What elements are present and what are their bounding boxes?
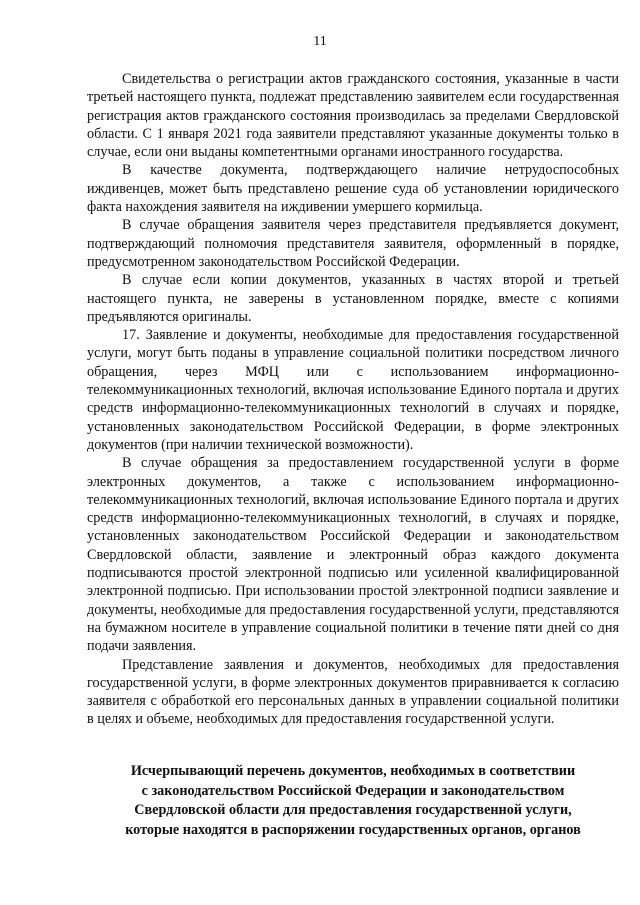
document-body [87, 70, 619, 729]
paragraph: В случае обращения заявителя через представителя предъявляется документ, подтверждающий полномочия представителя заявителя, оформленный в порядке, предусмотренном законодательством Российской Федерации. [87, 217, 619, 270]
heading-line: Исчерпывающий перечень документов, необходимых в соответствии [130, 763, 576, 779]
page-number: 11 [313, 34, 327, 49]
paragraph-item-17: 17. Заявление и документы, необходимые для предоставления государственной услуги, могут быть поданы в управление социальной политики посредством личного обращения, через МФЦ или с использованием информационно-телекоммуникационных технологий, включая использование Единого портала и других средств информационно-телекоммуникационных технологий в случаях и порядке, установленных законодательством Российской Федерации, в форме электронных документов (при наличии технической возможности). [87, 327, 619, 453]
paragraph: Представление заявления и документов, необходимых для предоставления государственной услуги, в форме электронных документов приравнивается к согласию заявителя с обработкой его персональных данных в управлении социальной политики в целях и объеме, необходимых для предоставления государственной услуги. [87, 656, 619, 728]
heading-line: с законодательством Российской Федерации и законодательством [141, 782, 565, 799]
paragraph: В качестве документа, подтверждающего наличие нетрудоспособных иждивенцев, может быть представлено решение суда об установлении юридического факта нахождения заявителя на иждивении умершего кормильца. [87, 162, 619, 216]
heading-line: Свердловской области для предоставления государственной услуги, [134, 802, 572, 818]
heading-line: которые находятся в распоряжении государственных органов, органов [125, 821, 581, 838]
paragraph: В случае обращения за предоставлением государственной услуги в форме электронных документов, а также с использованием информационно-телекоммуникационных технологий, включая использование Единого портала и других средств информационно-телекоммуникационных технологий, в случаях и порядке, установленных законодательством Российской Федерации и законодательством Свердловской области, заявление и электронный образ каждого документа подписываются простой электронной подписью или усиленной квалифицированной электронной подписью. При использовании простой электронной подписи заявление и документы, необходимые для предоставления государственной услуги, представляются на бумажном носителе в управление социальной политики в течение пяти дней со дня подачи заявления. [87, 455, 619, 655]
section-heading [87, 762, 619, 840]
paragraph: Свидетельства о регистрации актов гражданского состояния, указанные в части третьей настоящего пункта, подлежат представлению заявителем если государственная регистрация актов гражданского состояния производилась за пределами Свердловской области. С 1 января 2021 года заявители представляют указанные документы только в случае, если они выданы компетентными органами иностранного государства. [87, 71, 619, 161]
paragraph: В случае если копии документов, указанных в частях второй и третьей настоящего пункта, не заверены в установленном порядке, вместе с копиями предъявляются оригиналы. [87, 272, 619, 325]
